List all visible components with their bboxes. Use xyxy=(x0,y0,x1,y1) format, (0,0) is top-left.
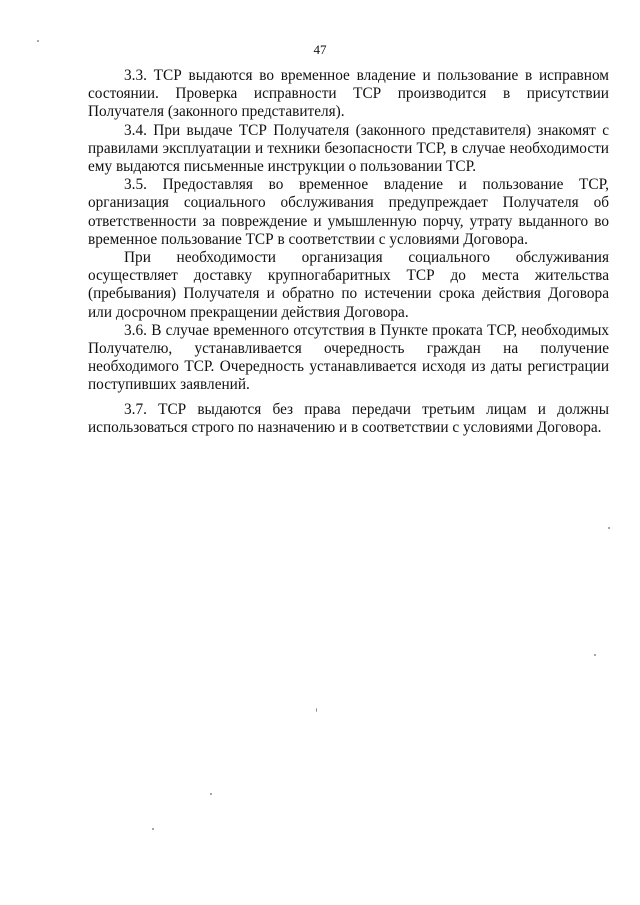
paragraph-delivery: При необходимости организация социального обслуживания осуществляет доставку крупногабаритных ТСР до места жительства (пребывания) Получателя и обратно по истечении срока действия Договора или досрочном прекращении действия Договора. xyxy=(88,249,609,321)
page-number: 47 xyxy=(313,42,327,57)
scan-speck xyxy=(594,654,596,656)
scan-speck xyxy=(152,828,154,830)
paragraph-3-7: 3.7. ТСР выдаются без права передачи третьим лицам и должны использоваться строго по назначению и в соответствии с условиями Договора. xyxy=(88,400,609,436)
paragraph-3-6: 3.6. В случае временного отсутствия в Пункте проката ТСР, необходимых Получателю, устанавливается очередность граждан на получение необходимого ТСР. Очередность устанавливается исходя из даты регистрации поступивших заявлений. xyxy=(88,321,609,394)
scan-speck xyxy=(37,40,39,42)
paragraph-3-3: 3.3. ТСР выдаются во временное владение и пользование в исправном состоянии. Проверка исправности ТСР производится в присутствии Получателя (законного представителя). xyxy=(88,67,609,121)
paragraph-3-5: 3.5. Предоставляя во временное владение и пользование ТСР, организация социального обслуживания предупреждает Получателя об ответственности за повреждение и умышленную порчу, утрату выданного во временное пользование ТСР в соответствии с условиями Договора. xyxy=(88,176,609,248)
paragraph-3-4: 3.4. При выдаче ТСР Получателя (законного представителя) знакомят с правилами эксплуатации и техники безопасности ТСР, в случае необходимости ему выдаются письменные инструкции о пользовании ТСР. xyxy=(88,121,609,176)
scan-speck xyxy=(210,793,212,795)
document-body xyxy=(88,67,609,437)
scan-speck xyxy=(316,708,317,712)
scan-speck xyxy=(608,527,610,529)
